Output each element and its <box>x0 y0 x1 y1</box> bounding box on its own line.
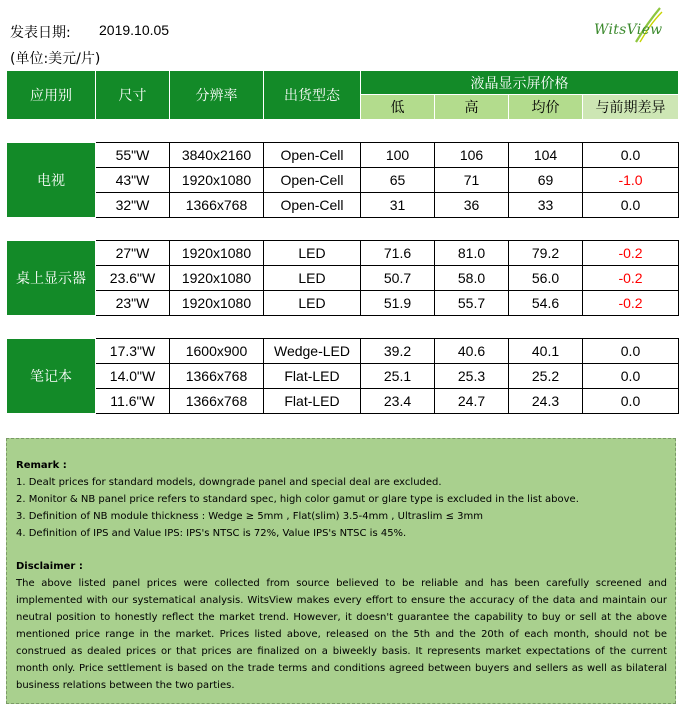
resolution-cell: 1920x1080 <box>170 168 264 193</box>
shipping-type-cell: Flat-LED <box>264 389 361 414</box>
high-price-cell: 71 <box>435 168 509 193</box>
resolution-cell: 1600x900 <box>170 339 264 364</box>
average-price-cell: 79.2 <box>509 241 583 266</box>
low-price-cell: 31 <box>361 193 435 218</box>
size-cell: 23.6"W <box>96 266 170 291</box>
size-cell: 23"W <box>96 291 170 316</box>
change-cell: 0.0 <box>583 364 679 389</box>
size-cell: 43"W <box>96 168 170 193</box>
high-price-cell: 55.7 <box>435 291 509 316</box>
unit-label: (单位:美元/片) <box>10 51 101 67</box>
publish-date-value: 2019.10.05 <box>99 22 170 38</box>
col-header-high: 高 <box>435 95 509 120</box>
change-cell: -0.2 <box>583 266 679 291</box>
resolution-cell: 3840x2160 <box>170 143 264 168</box>
remark-line: 1. Dealt prices for standard models, downgrade panel and special deal are excluded. <box>16 477 442 488</box>
size-cell: 32"W <box>96 193 170 218</box>
size-cell: 14.0"W <box>96 364 170 389</box>
size-cell: 17.3"W <box>96 339 170 364</box>
average-price-cell: 40.1 <box>509 339 583 364</box>
shipping-type-cell: LED <box>264 241 361 266</box>
low-price-cell: 51.9 <box>361 291 435 316</box>
disclaimer-title: Disclaimer : <box>16 561 83 572</box>
change-cell: -0.2 <box>583 241 679 266</box>
average-price-cell: 54.6 <box>509 291 583 316</box>
resolution-cell: 1366x768 <box>170 364 264 389</box>
table-row <box>7 193 679 218</box>
resolution-cell: 1366x768 <box>170 193 264 218</box>
col-header-average: 均价 <box>509 95 583 120</box>
remark-line: 4. Definition of IPS and Value IPS: IPS's NTSC is 72%, Value IPS's NTSC is 45%. <box>16 528 407 539</box>
table-row <box>7 339 679 364</box>
col-header-change: 与前期差异 <box>583 95 679 120</box>
low-price-cell: 50.7 <box>361 266 435 291</box>
shipping-type-cell: Wedge-LED <box>264 339 361 364</box>
change-cell: -0.2 <box>583 291 679 316</box>
change-cell: 0.0 <box>583 339 679 364</box>
low-price-cell: 23.4 <box>361 389 435 414</box>
low-price-cell: 25.1 <box>361 364 435 389</box>
change-cell: -1.0 <box>583 168 679 193</box>
high-price-cell: 106 <box>435 143 509 168</box>
high-price-cell: 58.0 <box>435 266 509 291</box>
remark-line: 3. Definition of NB module thickness : Wedge ≥ 5mm , Flat(slim) 3.5-4mm , Ultraslim ≤ 3mm <box>16 511 484 522</box>
high-price-cell: 81.0 <box>435 241 509 266</box>
size-cell: 55"W <box>96 143 170 168</box>
resolution-cell: 1920x1080 <box>170 266 264 291</box>
table-row <box>7 364 679 389</box>
shipping-type-cell: Open-Cell <box>264 193 361 218</box>
average-price-cell: 33 <box>509 193 583 218</box>
high-price-cell: 36 <box>435 193 509 218</box>
table-row <box>7 266 679 291</box>
table-row <box>7 241 679 266</box>
publish-date-label: 发表日期: <box>10 25 71 41</box>
average-price-cell: 24.3 <box>509 389 583 414</box>
col-header-lcd-price: 液晶显示屏价格 <box>361 71 679 95</box>
table-row <box>7 168 679 193</box>
average-price-cell: 25.2 <box>509 364 583 389</box>
remark-box <box>6 438 676 704</box>
resolution-cell: 1920x1080 <box>170 241 264 266</box>
logo-text: WitsView <box>594 22 663 38</box>
low-price-cell: 65 <box>361 168 435 193</box>
shipping-type-cell: LED <box>264 266 361 291</box>
category-cell: 笔记本 <box>7 339 96 414</box>
size-cell: 11.6"W <box>96 389 170 414</box>
average-price-cell: 56.0 <box>509 266 583 291</box>
shipping-type-cell: Open-Cell <box>264 168 361 193</box>
col-header-low: 低 <box>361 95 435 120</box>
category-cell: 桌上显示器 <box>7 241 96 316</box>
change-cell: 0.0 <box>583 193 679 218</box>
shipping-type-cell: LED <box>264 291 361 316</box>
resolution-cell: 1920x1080 <box>170 291 264 316</box>
col-header-resolution: 分辨率 <box>170 71 264 120</box>
panel-price-table <box>6 70 679 414</box>
remark-title: Remark : <box>16 460 67 471</box>
low-price-cell: 100 <box>361 143 435 168</box>
category-cell: 电视 <box>7 143 96 218</box>
table-row <box>7 143 679 168</box>
table-row <box>7 389 679 414</box>
low-price-cell: 71.6 <box>361 241 435 266</box>
shipping-type-cell: Open-Cell <box>264 143 361 168</box>
table-row <box>7 291 679 316</box>
change-cell: 0.0 <box>583 143 679 168</box>
resolution-cell: 1366x768 <box>170 389 264 414</box>
remark-line: 2. Monitor & NB panel price refers to standard spec, high color gamut or glare type is excluded in the list above. <box>16 494 579 505</box>
col-header-application: 应用别 <box>7 71 96 120</box>
low-price-cell: 39.2 <box>361 339 435 364</box>
col-header-size: 尺寸 <box>96 71 170 120</box>
high-price-cell: 40.6 <box>435 339 509 364</box>
disclaimer-text: The above listed panel prices were collected from source believed to be reliable and has been carefully screened and implemented with our systematical analysis. WitsView makes every effort to ensure the accuracy of the data and maintain our neutral position to honestly reflect the market trend. However, it doesn't guarantee the capability to buy or sell at the above mentioned price range in the market. Prices listed above, released on the 5th and the 20th of each month, should not be construed as dealed prices or that prices are finalized on a biweekly basis. It represents market expectations of the current month only. Price settlement is based on the trade terms and conditions agreed between buyers and sellers as well as bilateral business relations between the two parties. <box>16 578 667 691</box>
witsview-logo <box>594 6 674 48</box>
average-price-cell: 104 <box>509 143 583 168</box>
high-price-cell: 24.7 <box>435 389 509 414</box>
size-cell: 27"W <box>96 241 170 266</box>
shipping-type-cell: Flat-LED <box>264 364 361 389</box>
average-price-cell: 69 <box>509 168 583 193</box>
high-price-cell: 25.3 <box>435 364 509 389</box>
change-cell: 0.0 <box>583 389 679 414</box>
col-header-shipping-type: 出货型态 <box>264 71 361 120</box>
